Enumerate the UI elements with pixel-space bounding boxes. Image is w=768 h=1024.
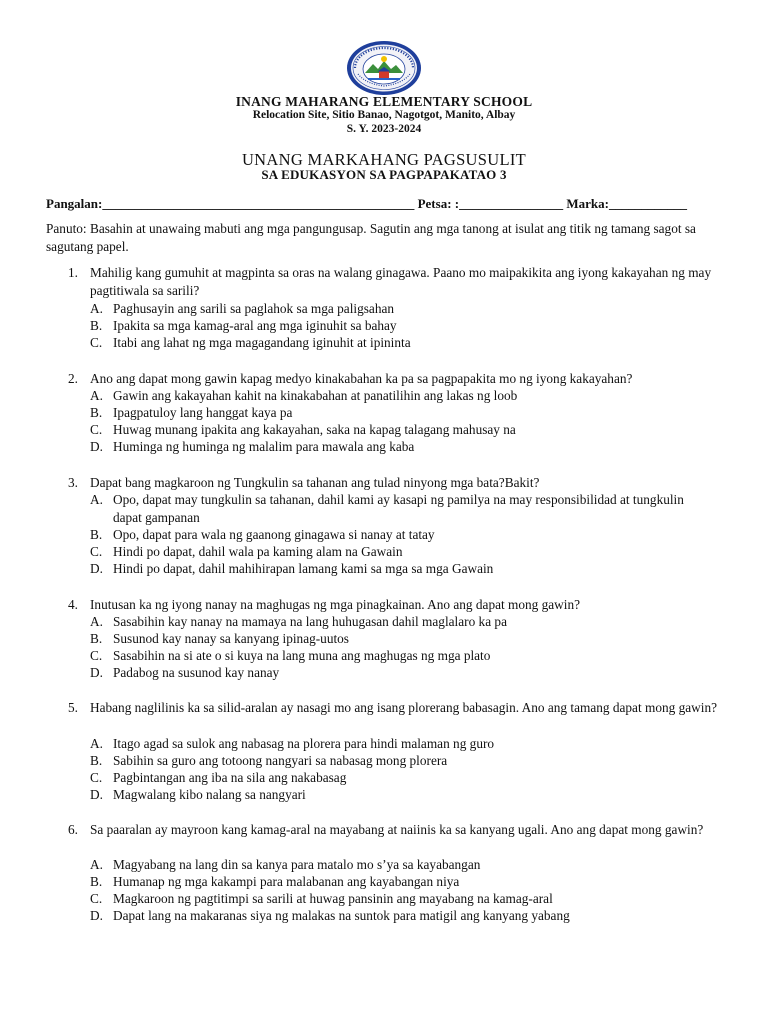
date-field[interactable]: Petsa: :________________	[414, 196, 564, 211]
choice-letter: B.	[90, 631, 103, 646]
question-number: 2.	[68, 371, 78, 386]
school-year: S. Y. 2023-2024	[346, 123, 422, 135]
choice-text: Susunod kay nanay sa kanyang ipinag-uutos	[113, 631, 349, 646]
choice-text: Itago agad sa sulok ang nabasag na plorera para hindi malaman ng guro	[113, 736, 495, 751]
question-text: Habang naglilinis ka sa silid-aralan ay nasagi mo ang isang plorerang babasagin. Ano ang tamang dapat mong gawin?	[90, 700, 717, 715]
school-address: Relocation Site, Sitio Banao, Nagotgot, Manito, Albay	[252, 109, 516, 121]
question-text: Inutusan ka ng iyong nanay na maghugas ng mga pinagkainan. Ano ang dapat mong gawin?	[90, 597, 581, 612]
choice-letter: A.	[90, 736, 103, 751]
choice-letter: A.	[90, 301, 103, 316]
choice-text: Ipagpatuloy lang hanggat kaya pa	[113, 405, 293, 420]
choice-text: Itabi ang lahat ng mga magagandang iginuhit at ipininta	[113, 335, 411, 350]
student-info-fields	[46, 196, 687, 212]
choice-letter: A.	[90, 388, 103, 403]
question-number: 1.	[68, 265, 78, 280]
score-field[interactable]: Marka:____________	[563, 196, 687, 211]
question-number: 6.	[68, 822, 78, 837]
choice-letter: D.	[90, 439, 103, 454]
choice-text: Magwalang kibo nalang sa nangyari	[113, 787, 306, 802]
choice-text: Ipakita sa mga kamag-aral ang mga iginuhit sa bahay	[113, 318, 397, 333]
name-field[interactable]: Pangalan:________________________________________________	[46, 196, 415, 211]
instructions: Panuto: Basahin at unawaing mabuti ang mga pangungusap. Sagutin ang mga tanong at isulat ang titik ng tamang sagot sa sagutang papel.	[46, 221, 696, 254]
question-text: Ano ang dapat mong gawin kapag medyo kinakabahan ka pa sa pagpapakita mo ng iyong kakayahan?	[90, 371, 633, 386]
choice-text: Magyabang na lang din sa kanya para matalo mo s’ya sa kayabangan	[113, 857, 481, 872]
choice-text: Huwag munang ipakita ang kakayahan, saka na kapag talagang mahusay na	[113, 422, 516, 437]
question-number: 3.	[68, 475, 78, 490]
choice-text: Gawin ang kakayahan kahit na kinakabahan at panatilihin ang lakas ng loob	[113, 388, 518, 403]
choice-text: Hindi po dapat, dahil mahihirapan lamang kami sa mga sa mga Gawain	[113, 561, 494, 576]
choice-text: Huminga ng huminga ng malalim para mawala ang kaba	[113, 439, 415, 454]
choice-text: Sasabihin na si ate o si kuya na lang muna ang maghugas ng mga plato	[113, 648, 491, 663]
choice-letter: D.	[90, 561, 103, 576]
question-text: Mahilig kang gumuhit at magpinta sa oras na walang ginagawa. Paano mo maipakikita ang iyong kakayahan ng may pagtitiwala sa sarili?	[90, 265, 712, 298]
choice-letter: C.	[90, 335, 103, 350]
choice-letter: D.	[90, 908, 103, 923]
school-name: INANG MAHARANG ELEMENTARY SCHOOL	[235, 94, 533, 109]
choice-text: Pagbintangan ang iba na sila ang nakabasag	[113, 770, 347, 785]
choice-letter: C.	[90, 544, 103, 559]
choice-letter: A.	[90, 614, 103, 629]
choice-letter: D.	[90, 665, 103, 680]
choice-text: Sabihin sa guro ang totoong nangyari sa nabasag mong plorera	[113, 753, 448, 768]
choice-letter: B.	[90, 405, 103, 420]
choice-text: Dapat lang na makaranas siya ng malakas na suntok para matigil ang kanyang yabang	[113, 908, 570, 923]
choice-text: Opo, dapat para wala ng gaanong ginagawa si nanay at tatay	[113, 527, 435, 542]
choice-letter: C.	[90, 422, 103, 437]
choice-letter: B.	[90, 527, 103, 542]
choice-text: Sasabihin kay nanay na mamaya na lang huhugasan dahil maglalaro ka pa	[113, 614, 507, 629]
choice-text: Magkaroon ng pagtitimpi sa sarili at huwag pansinin ang mayabang na kamag-aral	[113, 891, 553, 906]
choice-text: Humanap ng mga kakampi para malabanan ang kayabangan niya	[113, 874, 460, 889]
question-number: 4.	[68, 597, 78, 612]
choice-letter: B.	[90, 874, 103, 889]
choice-letter: B.	[90, 753, 103, 768]
exam-subject: SA EDUKASYON SA PAGPAPAKATAO 3	[261, 167, 507, 182]
question-text: Dapat bang magkaroon ng Tungkulin sa tahanan ang tulad ninyong mga bata?Bakit?	[90, 475, 540, 490]
choice-text: Paghusayin ang sarili sa paglahok sa mga paligsahan	[113, 301, 395, 316]
choice-letter: C.	[90, 891, 103, 906]
choice-text: Padabog na susunod kay nanay	[113, 665, 280, 680]
choice-letter: A.	[90, 857, 103, 872]
choice-letter: D.	[90, 787, 103, 802]
choice-letter: C.	[90, 770, 103, 785]
choice-letter: A.	[90, 492, 103, 507]
choice-letter: C.	[90, 648, 103, 663]
choice-text: Opo, dapat may tungkulin sa tahanan, dahil kami ay kasapi ng pamilya na may responsibilidad at tungkulin dapat gampanan	[113, 492, 684, 525]
choice-letter: B.	[90, 318, 103, 333]
school-seal-logo-icon	[346, 40, 422, 96]
question-text: Sa paaralan ay mayroon kang kamag-aral na mayabang at naiinis ka sa kanyang ugali. Ano ang dapat mong gawin?	[90, 822, 704, 837]
choice-text: Hindi po dapat, dahil wala pa kaming alam na Gawain	[113, 544, 403, 559]
exam-title: UNANG MARKAHANG PAGSUSULIT	[241, 150, 527, 169]
question-number: 5.	[68, 700, 78, 715]
